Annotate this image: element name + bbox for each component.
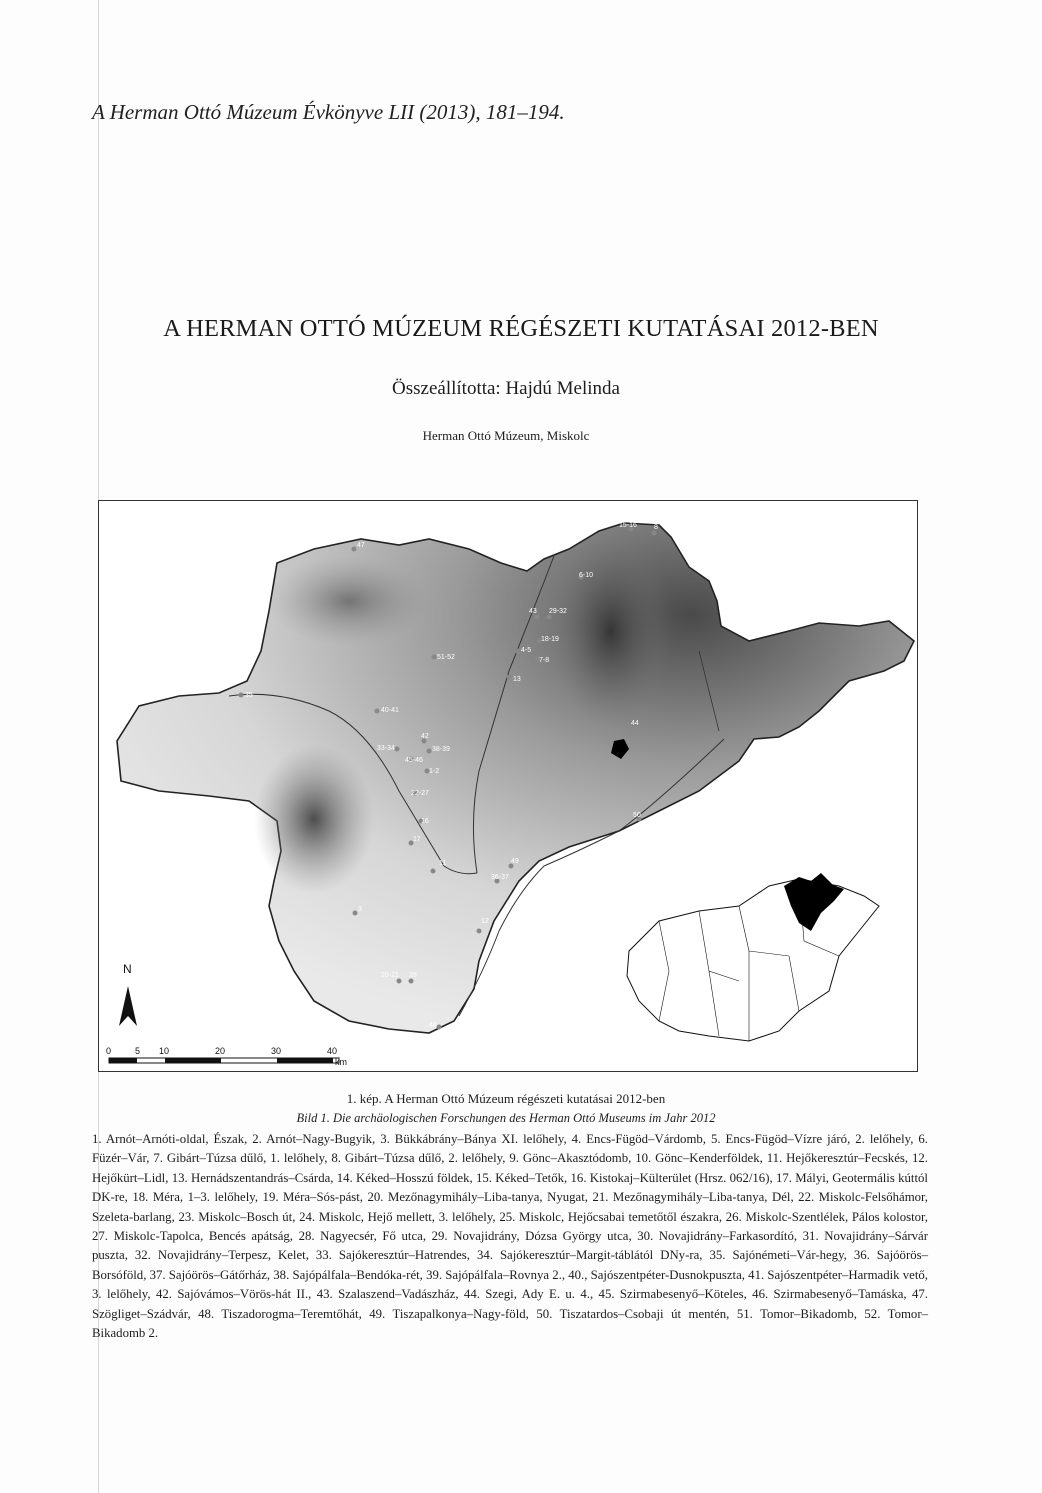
site-label: 44 [631, 720, 639, 727]
site-label: 33-34 [377, 745, 395, 752]
site-label: 35 [245, 692, 253, 699]
scale-label: 10 [159, 1046, 170, 1056]
site-label: 38-39 [432, 746, 450, 753]
scale-label: 40 [327, 1046, 338, 1056]
site-label: 3 [358, 906, 362, 913]
site-label: 50 [633, 812, 641, 819]
site-label: 12 [481, 918, 489, 925]
site-label: 48 [429, 1022, 437, 1029]
site-label: 18-19 [541, 636, 559, 643]
site-label: 40-41 [381, 707, 399, 714]
site-label: 17 [413, 836, 421, 843]
site-label: 15-16 [619, 522, 637, 529]
site-label: 49 [511, 858, 519, 865]
scale-unit: km [335, 1057, 347, 1067]
north-arrow [119, 962, 137, 1026]
site-label: 42 [421, 733, 429, 740]
site-label: 6-10 [579, 572, 594, 579]
site-label: 20-21 [381, 972, 399, 979]
figure-caption-de: Bild 1. Die archäologischen Forschungen des Herman Ottó Museums im Jahr 2012 [296, 1111, 716, 1125]
site-label: 28 [409, 972, 417, 979]
north-label: N [123, 962, 132, 976]
site-label: 45-46 [405, 757, 423, 764]
site-label: 4-5 [521, 647, 532, 654]
hungary-inset-map [627, 873, 879, 1041]
site-list: 1. Arnót–Arnóti-oldal, Észak, 2. Arnót–Nagy-Bugyik, 3. Bükkábrány–Bánya XI. lelőhely, 4. Encs-Fügöd–Várdomb, 5. Encs-Fügöd–Vízre járó, 2. lelőhely, 6. Füzér–Vár, 7. Gibárt–Túzsa dűlő, 1. lelőhely, 8. Gibárt–Túzsa dűlő, 2. lelőhely, 9. Gönc–Akasztódomb, 10. Gönc–Kenderföldek, 11. Hejőkeresztúr–Fecskés, 12. Hejőkürt–Lidl, 13. Hernádszentandrás–Csárda, 14. Kéked–Hosszú földek, 15. Kéked–Tetők, 16. Kistokaj–Külterület (Hrsz. 062/16), 17. Mályi, Geotermális kúttól DK-re, 18. Méra, 1–3. lelőhely, 19. Méra–Sós-pást, 20. Mezőnagymihály–Liba-tanya, Nyugat, 21. Mezőnagymihály–Liba-tanya, Dél, 22. Miskolc-Felsőhámor, Szeleta-barlang, 23. Miskolc–Bosch út, 24. Miskolc, Hejő mellett, 3. lelőhely, 25. Miskolc, Hejőcsabai temetőtől északra, 26. Miskolc-Szentlélek, Pálos kolostor, 27. Miskolc-Tapolca, Bencés apátság, 28. Nagyecsér, Fő utca, 29. Novajidrány, Dózsa György utca, 30. Novajidrány–Farkasordító, 31. Novajidrány–Sárvár puszta, 32. Novajidrány–Terpesz, Kelet, 33. Sajókeresztúr–Hatrendes, 34. Sajókeresztúr–Margit-táblától DNy-ra, 35. Sajónémeti–Vár-hegy, 36. Sajóörös–Borsóföld, 37. Sajóörös–Gátőrház, 38. Sajópálfala–Bendóka-rét, 39. Sajópálfala–Rovnya 2., 40., Sajószentpéter-Dusnokpuszta, 41. Sajószentpéter–Harmadik vető, 3. lelőhely, 42. Sajóvámos–Vörös-hát II., 43. Szalaszend–Vadászház, 44. Szegi, Ady E. u. 4., 45. Szirmabesenyő–Köteles, 46. Szirmabesenyő–Tamáska, 47. Szögliget–Szádvár, 48. Tiszadorogma–Teremtőhát, 49. Tiszapalkonya–Nagy-föld, 50. Tiszatardos–Csobaji út mentén, 51. Tomor–Bikadomb, 52. Tomor–Bikadomb 2. [92, 1132, 928, 1341]
site-label: 13 [513, 676, 521, 683]
site-label: 36-37 [491, 874, 509, 881]
zemplen-mountain-relief [551, 536, 671, 726]
journal-reference: A Herman Ottó Múzeum Évkönyve LII (2013), 181–194. [92, 100, 565, 124]
scale-label: 0 [106, 1046, 112, 1056]
scale-label: 5 [135, 1046, 141, 1056]
bukk-mountain-relief [254, 744, 374, 894]
site-label: 47 [357, 542, 365, 549]
compiled-by: Összeállította: Hajdú Melinda [392, 378, 620, 399]
site-label: 16 [421, 818, 429, 825]
site-label: 51-52 [437, 654, 455, 661]
scale-label: 20 [215, 1046, 226, 1056]
site-label: 11 [439, 860, 447, 867]
map-figure [98, 500, 918, 1072]
site-label: 29-32 [549, 608, 567, 615]
site-label: 1-2 [429, 768, 440, 775]
figure-caption-hu: 1. kép. A Herman Ottó Múzeum régészeti kutatásai 2012-ben [346, 1091, 666, 1106]
map-svg [99, 501, 917, 1071]
site-label: 8 [654, 524, 658, 531]
site-label: 22-27 [411, 790, 429, 797]
site-label: 7-8 [539, 657, 550, 664]
site-label: 43 [529, 608, 537, 615]
article-title: A HERMAN OTTÓ MÚZEUM RÉGÉSZETI KUTATÁSAI 2012-BEN [163, 315, 879, 342]
affiliation: Herman Ottó Múzeum, Miskolc [422, 428, 590, 443]
aggtelek-relief [269, 556, 429, 646]
scale-bar [106, 1046, 347, 1067]
scale-label: 30 [271, 1046, 282, 1056]
